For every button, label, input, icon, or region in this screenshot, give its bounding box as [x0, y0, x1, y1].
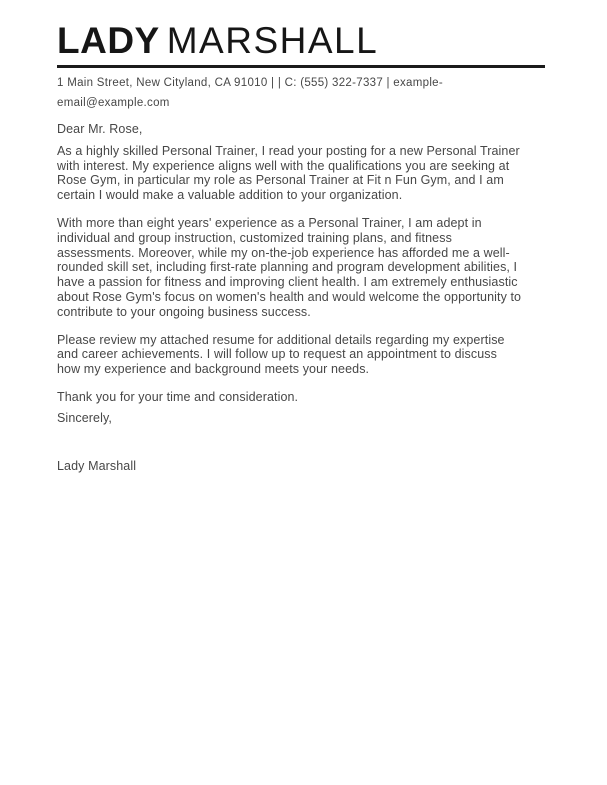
thank-you-line: Thank you for your time and consideration.: [57, 389, 299, 404]
letter-header: [57, 22, 552, 113]
signature-name: Lady Marshall: [57, 458, 137, 473]
body-paragraph-3: Please review my attached resume for additional details regarding my expertise and career achievements. I will follow up to request an appointment to discuss how my experience and background meets your needs.: [57, 332, 505, 377]
closing: Sincerely,: [57, 410, 112, 425]
contact-info: 1 Main Street, New Cityland, CA 91010 | | C: (555) 322-7337 | example- email@example.com: [57, 77, 444, 109]
salutation: Dear Mr. Rose,: [57, 122, 143, 136]
header-divider: [57, 65, 545, 68]
letter-body: [57, 122, 557, 473]
applicant-first-name: LADY: [57, 20, 160, 61]
body-paragraph-2: With more than eight years' experience as a Personal Trainer, I am adept in individual and group instruction, customized training plans, and fitness assessments. Moreover, while my on-the-job experience has afforded me a well- rounded skill set, including first-rate planning and program development abilities, I have a passion for fitness and improving client health. I am extremely enthusiastic about Rose Gym's focus on women's health and would welcome the opportunity to contribute to your ongoing business success.: [57, 215, 522, 319]
body-paragraph-1: As a highly skilled Personal Trainer, I read your posting for a new Personal Trainer with interest. My experience aligns well with the qualifications you are seeking at Rose Gym, in particular my role as Personal Trainer at Fit n Fun Gym, and I am certain I would make a valuable addition to your organization.: [57, 143, 520, 203]
applicant-name: [57, 22, 552, 60]
applicant-last-name: MARSHALL: [166, 20, 379, 61]
